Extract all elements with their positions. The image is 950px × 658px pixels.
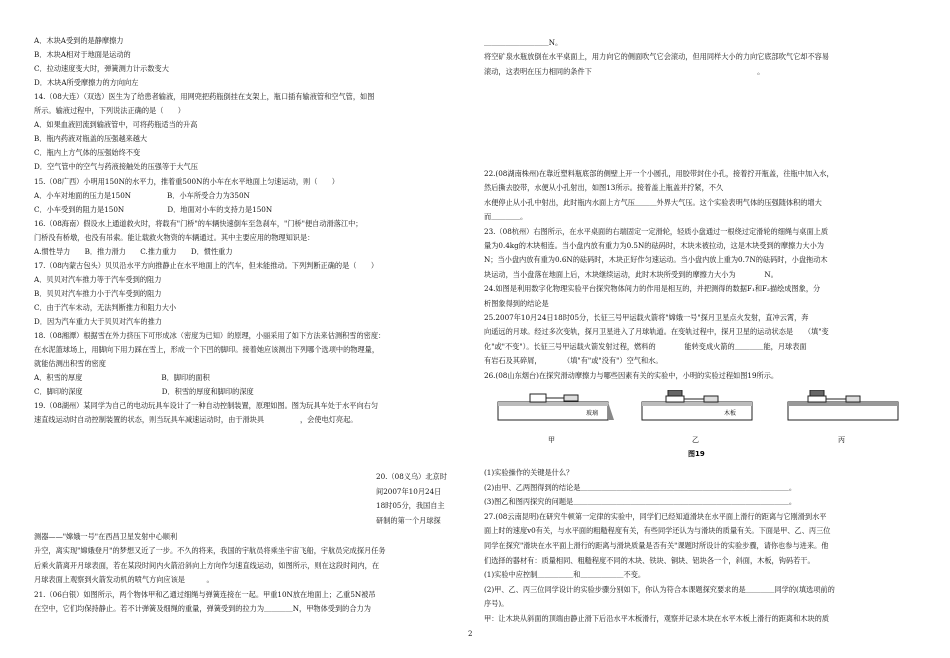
figure-19	[492, 390, 902, 462]
left-text-line: 17.（08内蒙古包头）贝贝沿水平方向推静止在水平地面上的汽车，但未能推动。下列判断正确的是（ ）	[34, 260, 379, 270]
right-bottom-text-line: (1)实验中应控制＿＿＿＿＿和＿＿＿＿＿＿不变。	[484, 570, 646, 580]
left-text-line: A．如果血液回流到输液管中，可将药瓶适当的升高	[34, 120, 198, 130]
right-text-line: 而＿＿＿＿。	[484, 212, 528, 222]
left-text-line: 16.（08海南）假设水上通道救火时，将载有"门桥"的车辆快速倒车至急刹车，"门桥"便自动滑落江中；	[34, 218, 363, 228]
label-jia: 甲	[548, 436, 555, 444]
q20-text-line: 间2007年10月24日	[376, 486, 442, 496]
left-tail-text-line: 后乘火箭离开月球表面，若在某段时间内火箭沿斜向上方向作匀速直线运动，如图所示，则在这段时间内，在	[34, 560, 380, 570]
left-text-line: 14.（08大连）（双选）医生为了给患者输液，用网兜把药瓶倒挂在支架上，瓶口插有输液管和空气管，如图	[34, 92, 375, 102]
left-text-line: A.惯性导力 B．推力滑力 C.推力重力 D．惯性重力	[34, 246, 233, 256]
right-bottom-text-line: (2)甲、乙、丙三位同学设计的实验步骤分别如下，你认为符合本课题探究要求的是＿＿＿＿同学的(填选项前的	[484, 584, 835, 594]
right-text-line: 然后撕去胶带，水便从小孔射出，如图13所示。接着盖上瓶盖并拧紧，不久	[484, 183, 724, 193]
left-text-line: C．小车受到的阻力是150N D．地面对小车的支持力是150N	[34, 204, 273, 214]
left-text-line: 15.（08广西）小明用150N的水平力，推着重500N的小车在水平地面上匀速运动，则（ ）	[34, 176, 339, 186]
right-top-text-line: 滚动，这表明在压力相同的条件下 。	[484, 66, 765, 76]
right-text-line: 化"或"不变"）。长征三号甲运载火箭发射过程，燃料的 能转变成火箭的＿＿＿＿能，月球表面	[484, 341, 807, 351]
right-text-line: 22.(08湖南株州)在靠近塑料瓶底部的侧壁上开一个小圆孔，用胶带封住小孔，接着拧开瓶盖，往瓶中加入水，	[484, 169, 834, 178]
q20-text-line: 18时05分，我国自主	[376, 501, 445, 510]
label-bing: 丙	[838, 436, 845, 444]
right-text-line: 向遥远的月球。经过多次变轨，探月卫星进入了月球轨道。在变轨过程中，探月卫星的运动状态是 （填"变	[484, 327, 829, 337]
right-top-text-line: ＿＿＿＿＿＿＿＿＿N。	[484, 38, 563, 47]
right-bottom-text-line: 27.(08云南昆明)在研究牛顿第一定律的实验中，同学们已经知道滑块在水平面上滑行的距离与它刚滑到水平	[484, 511, 827, 521]
left-tail-text-line: 月球表面上观察到火箭发动机的喷气方向应该是 。	[34, 575, 214, 585]
q20-text-line: 20.（08义乌）北京时	[376, 472, 447, 481]
left-text-line: A．小车对地面的压力是150N B．小车所受合力为350N	[34, 190, 250, 200]
left-text-line: 所示。输液过程中，下列说法正确的是（ ）	[34, 106, 185, 116]
left-text-line: B．瓶内药液对瓶盖的压强越来越大	[34, 134, 148, 144]
right-text-line: 25.2007年10月24日18时05分，长征三号甲运载火箭将"嫦娥一号"探月卫星点火发射，直冲云霄，奔	[484, 313, 809, 322]
right-bottom-text-line: (3)图乙和图丙探究的问题是＿＿＿＿＿＿＿＿＿＿＿＿＿＿＿＿＿＿＿＿＿＿＿＿＿＿＿＿＿＿。	[484, 497, 797, 507]
left-text-line: 速直线运动时自动控制装置的状态，则当玩具车减速运动时，由于滑块具 ，会使电灯亮起。	[34, 415, 358, 425]
right-top-text-line: 将空矿泉水瓶放倒在水平桌面上，用力向它的侧面吹气它会滚动，但用同样大小的力向它底部吹气它却不容易	[484, 52, 830, 62]
left-text-line: A．贝贝对汽车推力等于汽车受到的阻力	[34, 274, 162, 284]
left-tail-text-line: 21.（06白银）如图所示，两个物体甲和乙通过细绳与弹簧连接在一起。甲重10N放在地面上；乙重5N被吊	[34, 589, 376, 599]
left-text-line: C．瓶内上方气体的压强始终不变	[34, 148, 141, 158]
right-bottom-text-line: 们选择的器材有：质量相同、粗糙程度不同的木块、铁块、铜块、铝块各一个，斜面，木板，钩码若干。	[484, 555, 815, 565]
left-text-line: A．积雪的厚度 B．脚印的面积	[34, 373, 210, 383]
left-text-line: C．脚印的深度 D．积雪的厚度和脚印的深度	[34, 387, 254, 397]
right-bottom-text-line: 面上时的速度v0有关，与水平面的粗糙程度有关，有些同学还认为与滑块的质量有关。下面是甲、乙、丙三位	[484, 526, 831, 536]
right-text-line: 析图象得到的结论是	[484, 298, 549, 308]
left-text-line: D．因为汽车重力大于贝贝对汽车的推力	[34, 317, 162, 326]
right-bottom-text-line: 序号)。	[484, 599, 509, 609]
label-yi: 乙	[692, 436, 699, 444]
left-text-line: 18.（08湘潭）根据雪在外力挤压下可形成冰（密度为已知）的原理，小丽采用了如下方法来估测积雪的密度：	[34, 331, 386, 341]
figure-19-caption: 图19	[688, 450, 705, 458]
left-tail-text-line: 在空中，它们均保持静止。若不计弹簧及细绳的重量，弹簧受到的拉力为＿＿＿＿N，甲物体受到的合力为	[34, 604, 371, 613]
left-text-line: 门桥没有桥墩，也没有吊索。能让载救火物资的车辆通过。其中主要应用的物理知识是：	[34, 232, 315, 242]
left-text-line: B．贝贝对汽车推力小于汽车受到的阻力	[34, 288, 162, 298]
left-text-line: D．木块A所受摩擦力的方向向左	[34, 78, 139, 88]
left-text-line: C．由于汽车未动，无法判断推力和阻力大小	[34, 302, 177, 312]
left-text-line: D．空气管中的空气与药液接触处的压强等于大气压	[34, 162, 198, 172]
right-text-line: 块运动，当小盘落在地面上后，木块继续运动，此时木块所受到的摩擦力大小为 N。	[484, 269, 778, 279]
left-text-line: B．木块A相对于地面是运动的	[34, 50, 131, 60]
figure-19-bing	[788, 390, 898, 420]
left-tail-text-line: 升空，离实现"嫦娥登月"的梦想又近了一步。不久的将来，我国的宇航员将乘坐宇宙飞船，宇航员完成探月任务	[34, 546, 386, 556]
left-text-line: A．木块A受到的是静摩擦力	[34, 36, 124, 45]
right-text-line: 23.（08杭州）右图所示，在水平桌面的右端固定一定滑轮，轻质小盘通过一根绕过定滑轮的细绳与桌面上质	[484, 226, 829, 236]
page-number: 2	[468, 630, 473, 638]
right-text-line: 水便停止从小孔中射出，此时瓶内水面上方气压＿＿＿外界大气压。这个实验表明气体的压强随体积的增大	[484, 197, 822, 207]
left-text-line: C．拉动速度变大时，弹簧测力计示数变大	[34, 64, 169, 74]
left-text-line: 就能估测出积雪的密度	[34, 359, 106, 369]
label-muban: 木板	[724, 410, 737, 417]
label-boli: 玻璃	[586, 410, 599, 417]
right-bottom-text-line: 同学在探究"滑块在水平面上滑行的距离与滑块质量是否有关"课题时所设计的实验步骤，请你也参与进来。他	[484, 541, 829, 550]
right-bottom-text-line: (2)由甲、乙两图得到的结论是＿＿＿＿＿＿＿＿＿＿＿＿＿＿＿＿＿＿＿＿＿＿＿＿＿＿＿＿＿。	[484, 482, 797, 492]
right-text-line: 24.如图是利用数字化物理实验平台探究物体间力的作用是相互的，并把测得的数据F₁和F₂描绘成图象，分	[484, 284, 821, 294]
left-text-line: 19.（08湖州）某同学为自己的电动玩具车设计了一种自动控制装置，原理如图。图为玩具车处于水平向右匀	[34, 401, 379, 411]
right-text-line: 量为0.4kg的木块相连。当小盘内放有重力为0.5N的砝码时，木块未被拉动，这是木块受到的摩擦力大小为	[484, 241, 824, 250]
left-tail-text-line: 测器——"嫦娥一号"在西昌卫星发射中心顺利	[34, 532, 178, 541]
right-text-line: N；当小盘内放有重为0.6N的砝码时，木块正好作匀速运动。当小盘内放上重为0.7N的砝码时，小盘拖动木	[484, 255, 828, 265]
right-bottom-text-line: 甲：让木块从斜面的顶端由静止滑下后沿水平木板滑行，观察并记录木块在水平木板上滑行的距离和木块的质	[484, 614, 830, 623]
right-text-line: 有岩石及其碎屑， （填"有"或"没有"）空气和水。	[484, 356, 663, 366]
left-text-line: 在水泥篮球场上，用脚向下用力踩在雪上，形成一个下凹的脚印。接着她应该测出下列哪个选项中的物理量，	[34, 345, 380, 355]
right-text-line: 26.(08山东烟台)在探究滑动摩擦力与哪些因素有关的实验中，小明的实验过程如图19所示。	[484, 370, 779, 380]
right-bottom-text-line: (1)实验操作的关键是什么？	[484, 468, 574, 477]
q20-text-line: 研制的第一个月球探	[376, 515, 441, 525]
